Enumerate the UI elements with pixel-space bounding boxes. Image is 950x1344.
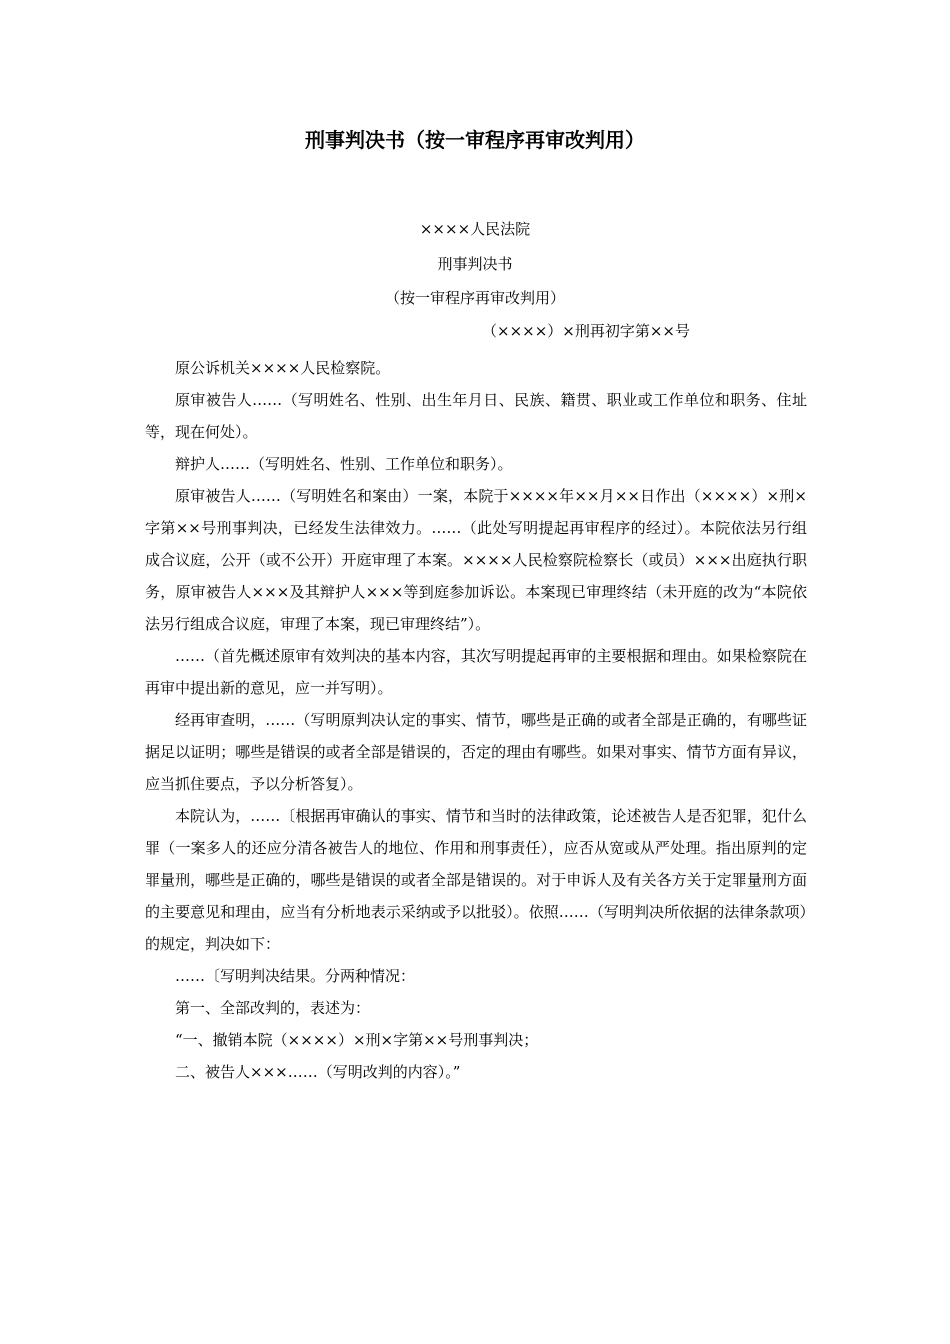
document-subtitle: （按一审程序再审改判用） bbox=[384, 289, 565, 307]
paragraph-prosecutor: 原公诉机关××××人民检察院。 bbox=[175, 359, 391, 377]
paragraph-defender: 辩护人……（写明姓名、性别、工作单位和职务）。 bbox=[175, 455, 513, 473]
paragraph-facts: 经再审查明，……（写明原判决认定的事实、情节，哪些是正确的或者全部是正确的，有哪些证据足以证明；哪些是错误的或者全部是错误的，否定的理由有哪些。如果对事实、情节方面有异议，应当抓住要点，予以分析答复）。 bbox=[145, 711, 807, 793]
paragraph-full-change: 第一、全部改判的，表述为： bbox=[175, 999, 371, 1017]
case-number: （××××）×刑再初字第××号 bbox=[482, 322, 690, 340]
paragraph-court-opinion: 本院认为，……〔根据再审确认的事实、情节和当时的法律政策，论述被告人是否犯罪，犯什么罪（一案多人的还应分清各被告人的地位、作用和刑事责任），应否从宽或从严处理。指出原判的定罪量刑，哪些是正确的，哪些是错误的或者全部是错误的。对于申诉人及有关各方关于定罪量刑方面的主要意见和理由，应当有分析地表示采纳或予以批驳）。依照……（写明判决所依据的法律条款项）的规定，判决如下： bbox=[145, 807, 807, 953]
paragraph-case-history: 原审被告人……（写明姓名和案由）一案，本院于××××年××月××日作出（××××）×刑×字第××号刑事判决，已经发生法律效力。……（此处写明提起再审程序的经过）。本院依法另行组成合议庭，公开（或不公开）开庭审理了本案。××××人民检察院检察长（或员）×××出庭执行职务，原审被告人×××及其辩护人×××等到庭参加诉讼。本案现已审理终结（未开庭的改为“本院依法另行组成合议庭，审理了本案，现已审理终结”）。 bbox=[145, 487, 807, 633]
document-type: 刑事判决书 bbox=[437, 255, 513, 273]
paragraph-item-two: 二、被告人×××……（写明改判的内容）。” bbox=[175, 1063, 461, 1081]
court-name: ××××人民法院 bbox=[419, 220, 531, 238]
document-body bbox=[145, 352, 807, 1088]
document-title: 刑事判决书（按一审程序再审改判用） bbox=[305, 128, 645, 152]
paragraph-item-one: “一、撤销本院（××××）×刑×字第××号刑事判决； bbox=[175, 1031, 539, 1049]
paragraph-original-judgment: ……（首先概述原审有效判决的基本内容，其次写明提起再审的主要根据和理由。如果检察院在再审中提出新的意见，应一并写明）。 bbox=[145, 647, 807, 697]
paragraph-judgment-result: ……〔写明判决结果。分两种情况： bbox=[175, 967, 416, 985]
paragraph-defendant: 原审被告人……（写明姓名、性别、出生年月日、民族、籍贯、职业或工作单位和职务、住址等，现在何处）。 bbox=[145, 391, 807, 441]
